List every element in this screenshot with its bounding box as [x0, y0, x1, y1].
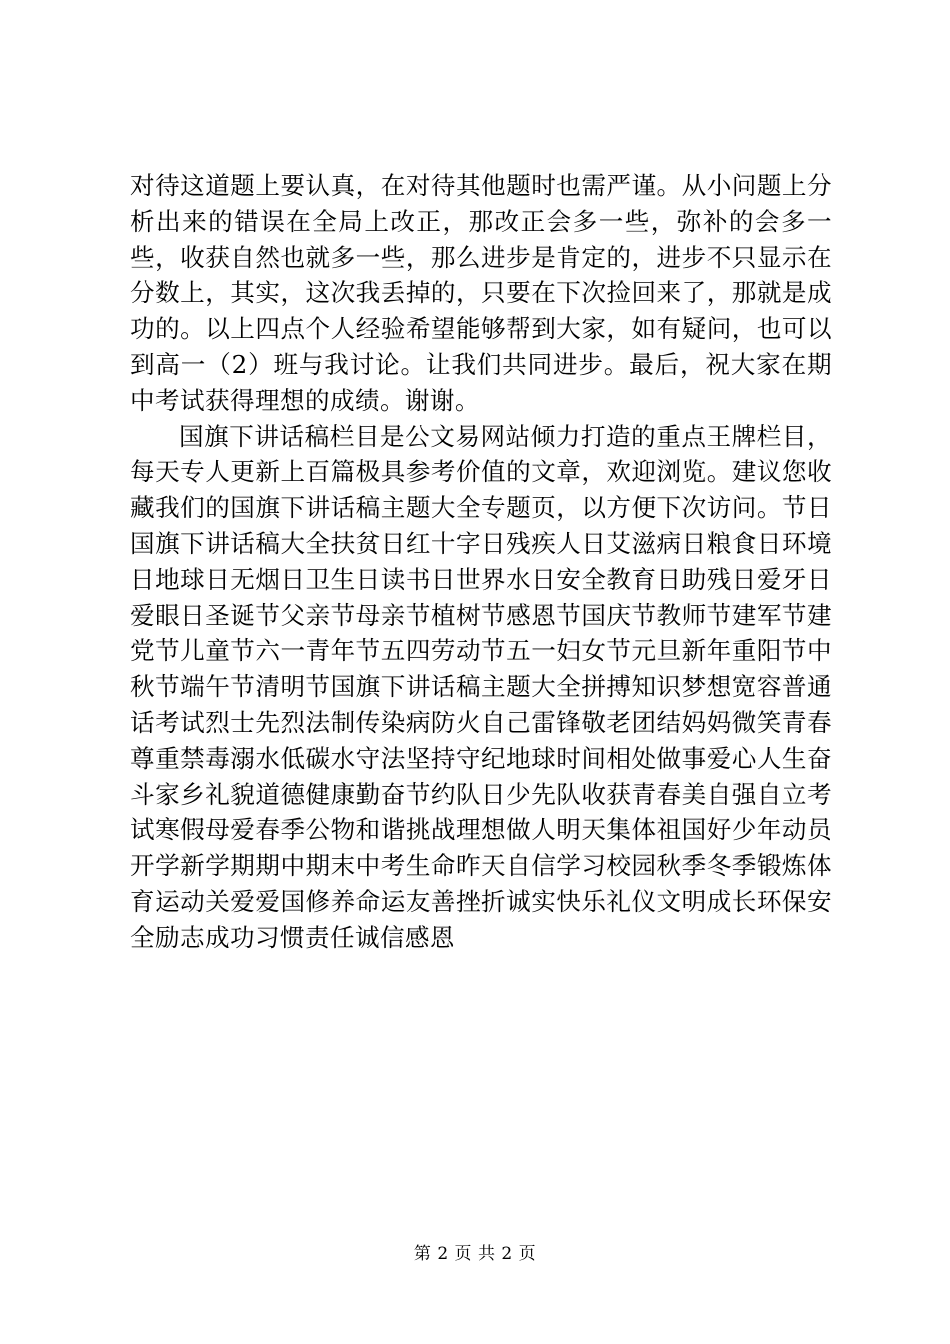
paragraph-conclusion: 对待这道题上要认真，在对待其他题时也需严谨。从小问题上分析出来的错误在全局上改正，那改正会多一些，弥补的会多一些，收获自然也就多一些，那么进步是肯定的，进步不只显示在分数上，其实，这次我丢掉的，只要在下次捡回来了，那就是成功的。以上四点个人经验希望能够帮到大家，如有疑问，也可以到高一（2）班与我讨论。让我们共同进步。最后，祝大家在期中考试获得理想的成绩。谢谢。: [130, 171, 832, 415]
page-footer: 第 2 页 共 2 页: [413, 1244, 537, 1264]
paragraph-column-promo: 国旗下讲话稿栏目是公文易网站倾力打造的重点王牌栏目，每天专人更新上百篇极具参考价值的文章，欢迎浏览。建议您收藏我们的国旗下讲话稿主题大全专题页，以方便下次访问。节日国旗下讲话稿大全扶贫日红十字日残疾人日艾滋病日粮食日环境日地球日无烟日卫生日读书日世界水日安全教育日助残日爱牙日爱眼日圣诞节父亲节母亲节植树节感恩节国庆节教师节建军节建党节儿童节六一青年节五四劳动节五一妇女节元旦新年重阳节中秋节端午节清明节国旗下讲话稿主题大全拼搏知识梦想宽容普通话考试烈士先烈法制传染病防火自己雷锋敬老团结妈妈微笑青春尊重禁毒溺水低碳水守法坚持守纪地球时间相处做事爱心人生奋斗家乡礼貌道德健康勤奋节约队日少先队收获青春美自强自立考试寒假母爱春季公物和谐挑战理想做人明天集体祖国好少年动员开学新学期期中期末中考生命昨天自信学习校园秋季冬季锻炼体育运动关爱爱国修养命运友善挫折诚实快乐礼仪文明成长环保安全励志成功习惯责任诚信感恩: [130, 421, 832, 952]
document-body: [130, 168, 832, 956]
